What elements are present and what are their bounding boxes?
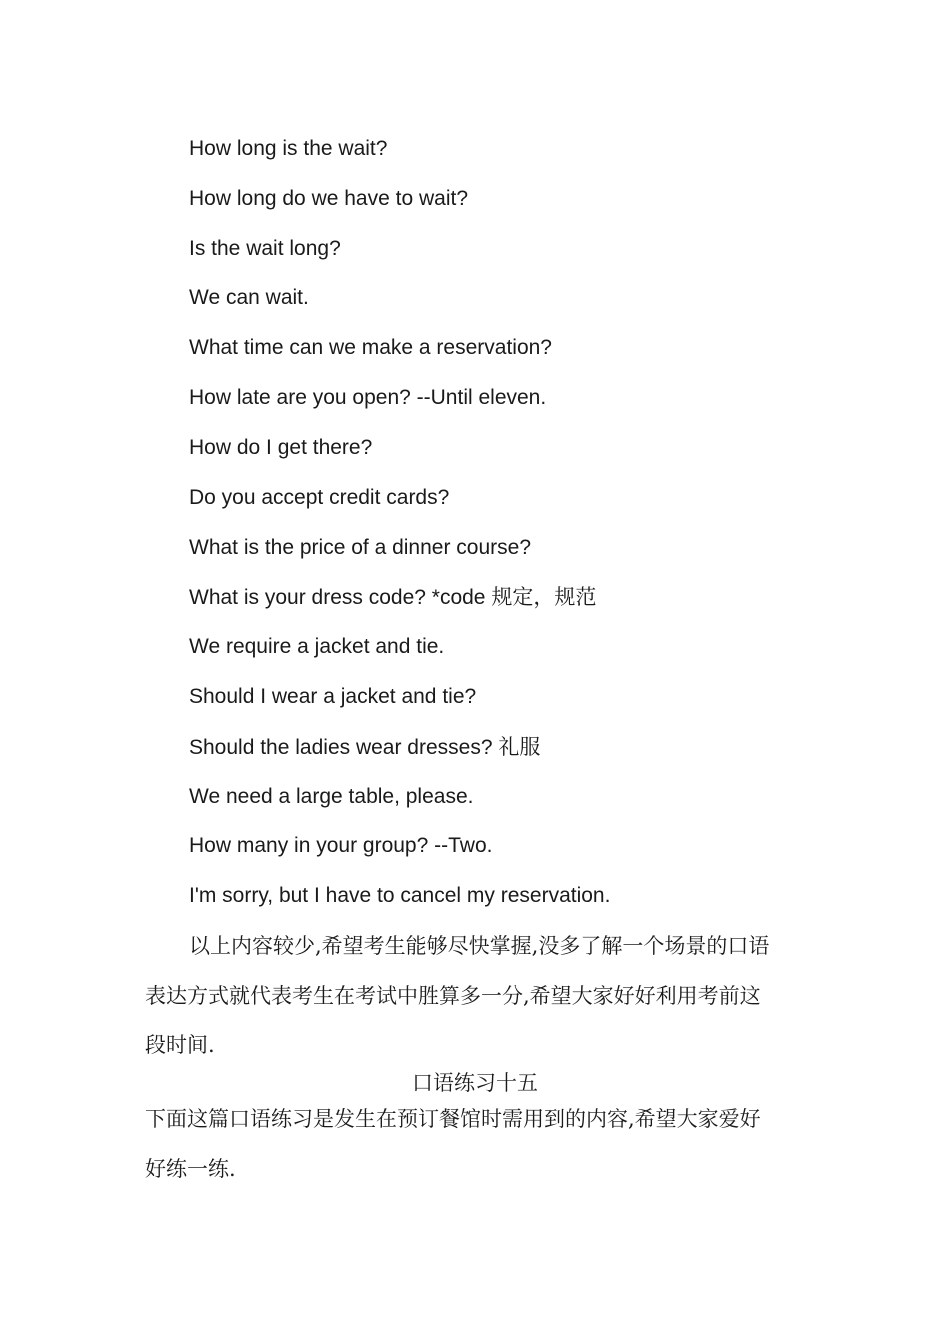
summary-paragraph-line: 表达方式就代表考生在考试中胜算多一分,希望大家好好利用考前这	[145, 984, 761, 1008]
phrase-line	[189, 185, 468, 213]
phrase-chinese-note: 规定，规范	[491, 585, 597, 609]
phrase-english: We need a large table, please.	[189, 785, 474, 808]
phrase-english: How long is the wait?	[189, 137, 388, 160]
phrase-line	[189, 235, 341, 263]
phrase-line	[189, 683, 476, 711]
phrase-line	[189, 583, 596, 612]
intro-paragraph-line: 好练一练.	[145, 1157, 236, 1181]
phrase-line	[189, 334, 552, 362]
phrase-line	[189, 284, 309, 312]
section-title: 口语练习十五	[412, 1071, 538, 1095]
phrase-english: Is the wait long?	[189, 237, 341, 260]
summary-paragraph-line: 段时间.	[145, 1033, 215, 1057]
phrase-english: How late are you open? --Until eleven.	[189, 386, 547, 409]
phrase-english: Do you accept credit cards?	[189, 486, 450, 509]
phrase-line	[189, 135, 387, 163]
phrase-english: What is the price of a dinner course?	[189, 536, 532, 559]
phrase-line	[189, 484, 449, 512]
phrase-line	[189, 733, 540, 762]
summary-paragraph-line: 以上内容较少,希望考生能够尽快掌握,没多了解一个场景的口语	[189, 934, 770, 958]
phrase-english: What time can we make a reservation?	[189, 336, 552, 359]
phrase-line	[189, 783, 473, 811]
phrase-english: We can wait.	[189, 286, 309, 309]
phrase-english: How do I get there?	[189, 436, 373, 459]
phrase-line	[189, 434, 372, 462]
phrase-line	[189, 384, 546, 412]
phrase-chinese-note: 礼服	[498, 735, 541, 759]
phrase-line	[189, 534, 531, 562]
phrase-line	[189, 882, 610, 910]
phrase-english: What is your dress code? *code	[189, 586, 492, 609]
phrase-line	[189, 832, 492, 860]
phrase-english: Should the ladies wear dresses?	[189, 736, 499, 759]
intro-paragraph-line: 下面这篇口语练习是发生在预订餐馆时需用到的内容,希望大家爱好	[145, 1107, 761, 1131]
phrase-english: How many in your group? --Two.	[189, 834, 493, 857]
phrase-english: Should I wear a jacket and tie?	[189, 685, 477, 708]
phrase-english: We require a jacket and tie.	[189, 635, 445, 658]
phrase-line	[189, 633, 444, 661]
phrase-english: I'm sorry, but I have to cancel my reservation.	[189, 884, 611, 907]
phrase-english: How long do we have to wait?	[189, 187, 468, 210]
